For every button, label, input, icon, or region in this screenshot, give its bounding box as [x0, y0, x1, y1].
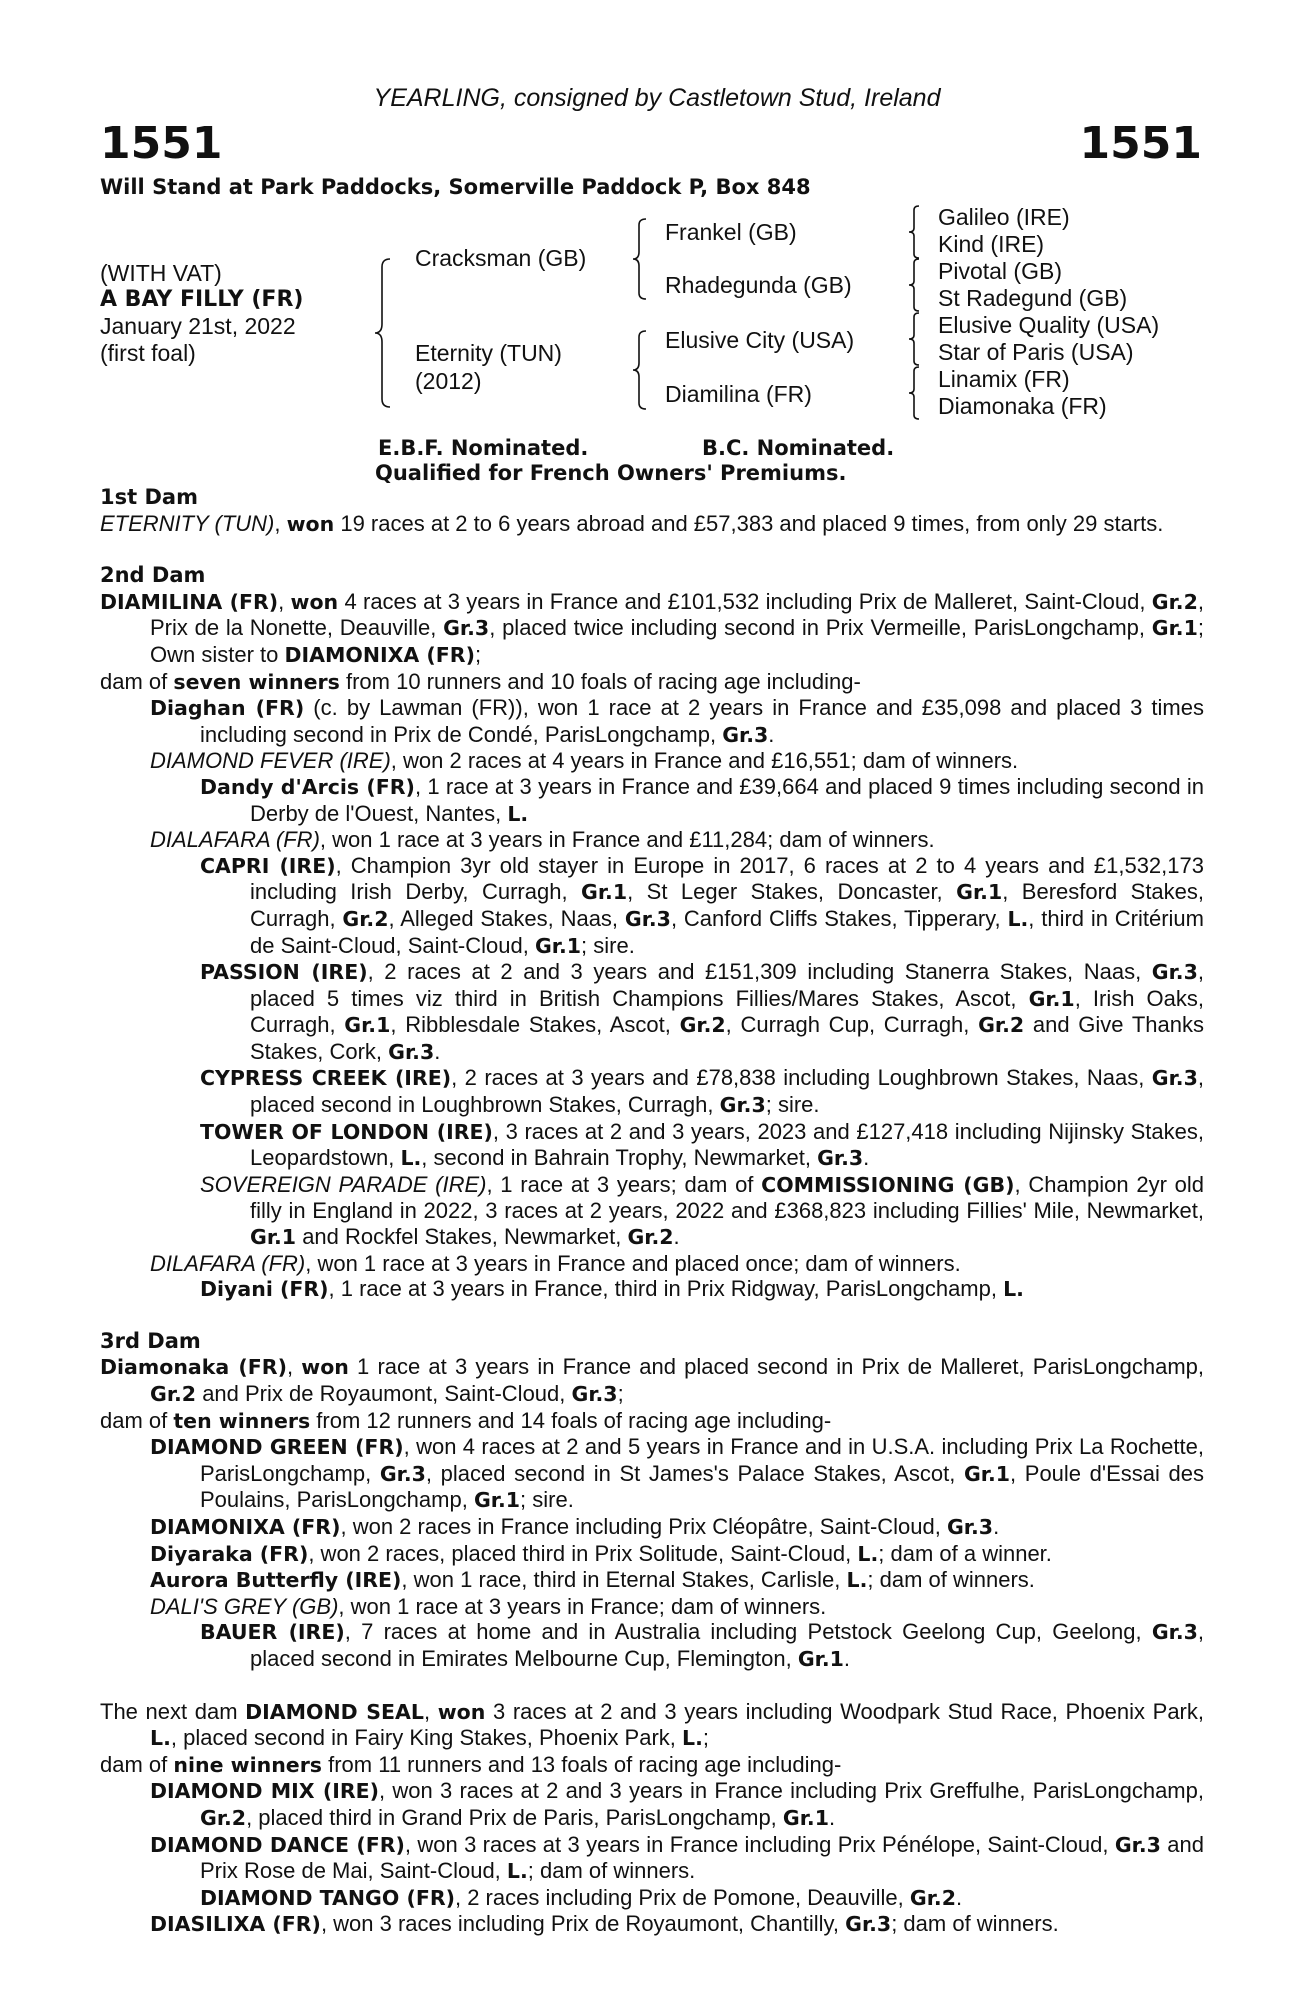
vat-note: (WITH VAT) [100, 260, 222, 286]
grade: Gr.3 [1151, 1066, 1198, 1091]
pedigree-bracket-dd [906, 366, 922, 420]
horse-name: A BAY FILLY (FR) [100, 287, 304, 312]
text: , 1 race at 3 years in France, third in Prix Ridgway, ParisLongchamp, [328, 1276, 1004, 1302]
text: , [286, 1354, 302, 1380]
text: and Give Thanks Stakes, Cork, [250, 1012, 1204, 1064]
text: , placed second in St James's Palace Stakes, Ascot, [425, 1460, 964, 1486]
horse-name-bold: Diaghan (FR) [150, 696, 305, 721]
pedigree-dam: Eternity (TUN) [415, 340, 562, 366]
grade: L. [507, 801, 529, 826]
text: and Rockfel Stakes, Newmarket, [296, 1224, 628, 1250]
grade: Gr.2 [679, 1013, 726, 1038]
text: and Prix de Royaumont, Saint-Cloud, [196, 1381, 572, 1406]
grade: Gr.2 [150, 1382, 197, 1406]
grade: Gr.3 [946, 1514, 994, 1539]
pedigree-bracket-sd [906, 258, 922, 312]
text: ; sire. [520, 1487, 574, 1513]
produce-cypress-creek [100, 1065, 1204, 1118]
horse-name-bold: DIAMONIXA (FR) [284, 642, 475, 667]
text: ; dam of winners. [891, 1911, 1059, 1937]
grade: Gr.3 [719, 1093, 766, 1118]
grade: Gr.2 [909, 1885, 956, 1910]
text: dam of [100, 1407, 174, 1433]
text: , won 3 races at 3 years in France including Prix Pénélope, Saint-Cloud, [404, 1831, 1115, 1857]
horse-name-bold: Diyaraka (FR) [150, 1541, 309, 1566]
produce-diasilixa [100, 1911, 1204, 1938]
produce-sovereign-parade [100, 1172, 1204, 1251]
text: , 1 race at 3 years; dam of [486, 1171, 762, 1197]
ebf-nomination: E.B.F. Nominated. [378, 436, 589, 460]
produce-tower-of-london [100, 1119, 1204, 1172]
grade: Gr.3 [817, 1146, 864, 1171]
text: . [955, 1884, 963, 1910]
pedigree-bracket-sire [630, 218, 650, 300]
horse-name-bold: DIAMOND MIX (IRE) [150, 1779, 380, 1804]
produce-diyani [100, 1276, 1204, 1303]
produce-diyaraka [100, 1541, 1204, 1568]
produce-diamond-tango [100, 1885, 1204, 1912]
grade: Gr.1 [534, 933, 582, 958]
text: , Champion 2yr old filly in England in 2022, 3 races at 2 years, 2022 and £368,823 including Fillies' Mile, Newmarket, [250, 1171, 1205, 1224]
pedigree-ss: Frankel (GB) [665, 219, 797, 245]
text: , 7 races at home and in Australia including Petstock Geelong Cup, Geelong, [344, 1619, 1152, 1645]
text: ; [617, 1381, 624, 1406]
produce-bauer [100, 1619, 1204, 1672]
horse-name-bold: COMMISSIONING (GB) [761, 1172, 1015, 1197]
text: ; [702, 1725, 709, 1751]
horse-name-bold: DIAMOND SEAL [245, 1699, 424, 1724]
text: , won 2 races at 4 years in France and £16,551; dam of winners. [390, 748, 1019, 774]
text: ; dam of a winner. [878, 1540, 1052, 1566]
grade: L. [506, 1859, 528, 1884]
horse-note: (first foal) [100, 340, 196, 366]
produce-dandy-darcis [100, 774, 1204, 827]
produce-diamond-mix [100, 1778, 1204, 1831]
horse-name-bold: DIAMOND DANCE (FR) [150, 1832, 405, 1857]
text: ; [474, 641, 482, 667]
produce-diamond-dance [100, 1832, 1204, 1885]
text: , 2 races at 3 years and £78,838 including Loughbrown Stakes, Naas, [451, 1065, 1152, 1091]
horse-name-italic: DILAFARA (FR) [150, 1250, 306, 1276]
pedigree-bracket-ss [906, 205, 922, 259]
next-dam-entry [100, 1699, 1204, 1752]
text: ; sire. [765, 1092, 820, 1118]
lot-number-right: 1551 [1079, 118, 1202, 169]
text: 3 races at 2 and 3 years including Woodpark Stud Race, Phoenix Park, [485, 1698, 1204, 1724]
horse-name-bold: Aurora Butterfly (IRE) [150, 1568, 402, 1593]
text: , placed 5 times viz third in British Champions Fillies/Mares Stakes, Ascot, [250, 959, 1204, 1011]
text: 1 race at 3 years in France and placed second in Prix de Malleret, ParisLongchamp, [348, 1354, 1205, 1380]
pedigree-sire: Cracksman (GB) [415, 245, 587, 271]
grade: Gr.1 [963, 1461, 1011, 1486]
first-dam-entry [100, 511, 1204, 538]
pedigree-bracket-dam [630, 330, 650, 410]
grade: Gr.2 [627, 1225, 674, 1250]
text: from 10 runners and 10 foals of racing age including- [339, 668, 861, 694]
third-dam-produce-summary [100, 1408, 1204, 1435]
horse-name-bold: BAUER (IRE) [200, 1620, 345, 1645]
text: , Ribblesdale Stakes, Ascot, [390, 1012, 680, 1038]
produce-dalis-grey [100, 1594, 1204, 1620]
produce-capri [100, 853, 1204, 959]
produce-aurora-butterfly [100, 1567, 1204, 1594]
horse-name-bold: DIASILIXA (FR) [150, 1912, 321, 1937]
text: , won 3 races at 2 and 3 years in France including Prix Greffulhe, ParisLongchamp, [379, 1778, 1204, 1804]
text: ; dam of winners. [867, 1567, 1035, 1593]
grade: Gr.3 [571, 1382, 618, 1406]
text: , won 4 races at 2 and 5 years in France and in U.S.A. including Prix La Rochette, ParisLongchamp, [200, 1434, 1204, 1486]
produce-diaghan [100, 695, 1204, 748]
text: , [278, 588, 291, 614]
grade: L. [846, 1568, 868, 1593]
grade: L. [857, 1541, 879, 1566]
won-label: won [301, 1355, 349, 1380]
text: , Curragh Cup, Curragh, [725, 1012, 979, 1038]
grade: Gr.3 [443, 616, 490, 641]
produce-diamond-fever [100, 748, 1204, 774]
won-label: won [290, 589, 339, 614]
text: , 3 races at 2 and 3 years, 2023 and £127,418 including Nijinsky Stakes, Leopardstown, [250, 1118, 1204, 1171]
stand-location: Will Stand at Park Paddocks, Somerville Paddock P, Box 848 [100, 175, 811, 199]
grade: Gr.3 [722, 722, 769, 747]
grade: L. [1003, 1277, 1024, 1302]
text: ; Own sister to [150, 615, 1204, 667]
text: , third in Critérium de Saint-Cloud, Saint-Cloud, [250, 905, 1204, 958]
won-label: won [437, 1699, 486, 1724]
grade: Gr.1 [344, 1013, 391, 1038]
horse-name-italic: DIAMOND FEVER (IRE) [150, 748, 391, 774]
grade: L. [682, 1726, 703, 1751]
section-second-dam: 2nd Dam [100, 563, 206, 588]
text: , placed second in Fairy King Stakes, Phoenix Park, [170, 1725, 683, 1751]
grade: L. [150, 1726, 171, 1751]
horse-dob: January 21st, 2022 [100, 313, 296, 339]
pedigree-dam-year: (2012) [415, 368, 482, 394]
text: , placed second in Loughbrown Stakes, Curragh, [250, 1065, 1204, 1118]
pedigree-dsd: Star of Paris (USA) [938, 339, 1134, 365]
third-dam-entry [100, 1354, 1204, 1407]
text: . [843, 1645, 851, 1671]
text: . [434, 1038, 441, 1064]
text: 4 races at 3 years in France and £101,532 including Prix de Malleret, Saint-Cloud, [338, 588, 1152, 614]
text: ; sire. [581, 932, 635, 958]
grade: Gr.3 [388, 1039, 435, 1064]
pedigree-dss: Elusive Quality (USA) [938, 312, 1160, 338]
horse-name-italic: ETERNITY (TUN) [100, 510, 275, 536]
grade: Gr.2 [342, 906, 389, 931]
horse-name-italic: DALI'S GREY (GB) [150, 1593, 339, 1619]
produce-passion [100, 959, 1204, 1065]
grade: Gr.3 [1114, 1832, 1161, 1857]
grade: Gr.2 [1151, 589, 1198, 614]
produce-diamond-green [100, 1434, 1204, 1514]
won-label: won [286, 511, 335, 536]
grade: Gr.2 [978, 1013, 1025, 1038]
text: , won 2 races, placed third in Prix Solitude, Saint-Cloud, [308, 1540, 858, 1566]
winners-count: nine winners [173, 1752, 322, 1777]
pedigree-bracket-ds [906, 312, 922, 366]
grade: Gr.1 [797, 1646, 844, 1671]
text: , Irish Oaks, Curragh, [250, 985, 1205, 1038]
text: ; dam of winners. [527, 1858, 696, 1884]
produce-dialafara [100, 827, 1204, 853]
text: , 1 race at 3 years in France and £39,664 and placed 9 times including second in Derby de l'Ouest, Nantes, [250, 773, 1204, 826]
grade: Gr.2 [200, 1805, 247, 1830]
section-third-dam: 3rd Dam [100, 1328, 201, 1353]
pedigree-ds: Elusive City (USA) [665, 327, 855, 353]
text: , placed second in Emirates Melbourne Cup, Flemington, [250, 1619, 1205, 1671]
grade: Gr.3 [1151, 960, 1198, 985]
grade: Gr.3 [379, 1461, 426, 1486]
text: , 2 races at 2 and 3 years and £151,309 including Stanerra Stakes, Naas, [367, 959, 1152, 985]
grade: L. [1007, 906, 1029, 931]
pedigree-ssd: Kind (IRE) [938, 231, 1045, 257]
horse-name-bold: TOWER OF LONDON (IRE) [200, 1119, 493, 1144]
text: dam of [100, 668, 174, 694]
french-premiums: Qualified for French Owners' Premiums. [375, 461, 847, 485]
text: from 11 runners and 13 foals of racing age including- [322, 1751, 842, 1777]
text: , placed third in Grand Prix de Paris, ParisLongchamp, [246, 1804, 783, 1830]
pedigree-sss: Galileo (IRE) [938, 204, 1070, 230]
produce-dilafara [100, 1251, 1204, 1277]
text: , [274, 510, 287, 536]
text: , won 3 races including Prix de Royaumont, Chantilly, [320, 1911, 846, 1937]
text: 19 races at 2 to 6 years abroad and £57,383 and placed 9 times, from only 29 starts. [334, 510, 1164, 536]
horse-name-bold: Dandy d'Arcis (FR) [200, 774, 415, 799]
horse-name-italic: SOVEREIGN PARADE (IRE) [200, 1171, 487, 1197]
pedigree-sd: Rhadegunda (GB) [665, 272, 852, 298]
text: , won 1 race at 3 years in France and £11,284; dam of winners. [319, 827, 935, 853]
pedigree-dd: Diamilina (FR) [665, 381, 812, 407]
text: . [863, 1145, 870, 1171]
catalogue-body [100, 485, 1204, 1938]
winners-count: ten winners [173, 1408, 311, 1433]
text: , won 1 race, third in Eternal Stakes, Carlisle, [401, 1567, 847, 1593]
second-dam-entry [100, 589, 1204, 669]
pedigree-ddd: Diamonaka (FR) [938, 393, 1107, 419]
lot-number-left: 1551 [100, 118, 223, 169]
section-first-dam: 1st Dam [100, 485, 198, 509]
text: dam of [100, 1751, 174, 1777]
text: from 12 runners and 14 foals of racing age including- [310, 1407, 832, 1433]
grade: Gr.1 [473, 1488, 521, 1513]
horse-name-bold: Diamonaka (FR) [100, 1355, 287, 1380]
text: , won 1 race at 3 years in France and placed once; dam of winners. [305, 1250, 961, 1276]
text: , Poule d'Essai des Poulains, ParisLongchamp, [200, 1460, 1205, 1513]
produce-diamonixa [100, 1514, 1204, 1541]
grade: L. [400, 1146, 422, 1171]
horse-name-bold: CAPRI (IRE) [200, 853, 336, 878]
grade: Gr.1 [581, 880, 628, 905]
text: , Canford Cliffs Stakes, Tipperary, [670, 905, 1008, 931]
grade: Gr.1 [956, 880, 1003, 905]
horse-name-italic: DIALAFARA (FR) [150, 827, 320, 853]
horse-name-bold: DIAMOND GREEN (FR) [150, 1435, 404, 1460]
grade: Gr.3 [845, 1912, 892, 1937]
text: , Prix de la Nonette, Deauville, [150, 588, 1204, 641]
consignment-line: YEARLING, consigned by Castletown Stud, Ireland [373, 84, 941, 112]
second-dam-produce-summary [100, 669, 1204, 696]
text: . [673, 1224, 680, 1250]
winners-count: seven winners [173, 669, 340, 694]
horse-name-bold: PASSION (IRE) [200, 960, 368, 985]
text: , Champion 3yr old stayer in Europe in 2017, 6 races at 2 to 4 years and £1,532,173 including Irish Derby, Curragh, [250, 852, 1204, 905]
text: The next dam [100, 1698, 246, 1724]
text: , won 1 race at 3 years in France; dam of winners. [338, 1593, 827, 1619]
pedigree-dds: Linamix (FR) [938, 366, 1070, 392]
text: , [424, 1698, 438, 1724]
text: and Prix Rose de Mai, Saint-Cloud, [200, 1831, 1204, 1884]
horse-name-bold: DIAMOND TANGO (FR) [200, 1885, 455, 1910]
horse-name-bold: DIAMONIXA (FR) [150, 1514, 341, 1539]
text: , St Leger Stakes, Doncaster, [627, 879, 957, 905]
text: , 2 races including Prix de Pomone, Deauville, [454, 1884, 910, 1910]
grade: Gr.3 [1151, 1620, 1198, 1645]
grade: Gr.1 [250, 1225, 297, 1250]
next-dam-produce-summary [100, 1752, 1204, 1779]
text: . [828, 1804, 836, 1830]
bc-nomination: B.C. Nominated. [702, 436, 895, 460]
pedigree-sdd: St Radegund (GB) [938, 285, 1128, 311]
text: , Alleged Stakes, Naas, [388, 905, 625, 931]
grade: Gr.1 [1028, 986, 1075, 1011]
horse-name-bold: DIAMILINA (FR) [100, 589, 279, 614]
horse-name-bold: Diyani (FR) [200, 1277, 329, 1302]
text: . [993, 1513, 1000, 1539]
grade: Gr.1 [782, 1805, 829, 1830]
text: , placed twice including second in Prix Vermeille, ParisLongchamp, [489, 615, 1152, 641]
text: , Beresford Stakes, Curragh, [250, 879, 1205, 931]
grade: Gr.3 [624, 906, 671, 931]
text: , won 2 races in France including Prix Cléopâtre, Saint-Cloud, [340, 1513, 947, 1539]
pedigree-sds: Pivotal (GB) [938, 258, 1062, 284]
grade: Gr.1 [1151, 616, 1198, 641]
text: . [768, 721, 775, 747]
horse-name-bold: CYPRESS CREEK (IRE) [200, 1066, 452, 1091]
pedigree-bracket-main [372, 258, 392, 408]
text: (c. by Lawman (FR)), won 1 race at 2 years in France and £35,098 and placed 3 times including second in Prix de Condé, ParisLongchamp, [200, 695, 1204, 747]
text: , second in Bahrain Trophy, Newmarket, [421, 1145, 818, 1171]
